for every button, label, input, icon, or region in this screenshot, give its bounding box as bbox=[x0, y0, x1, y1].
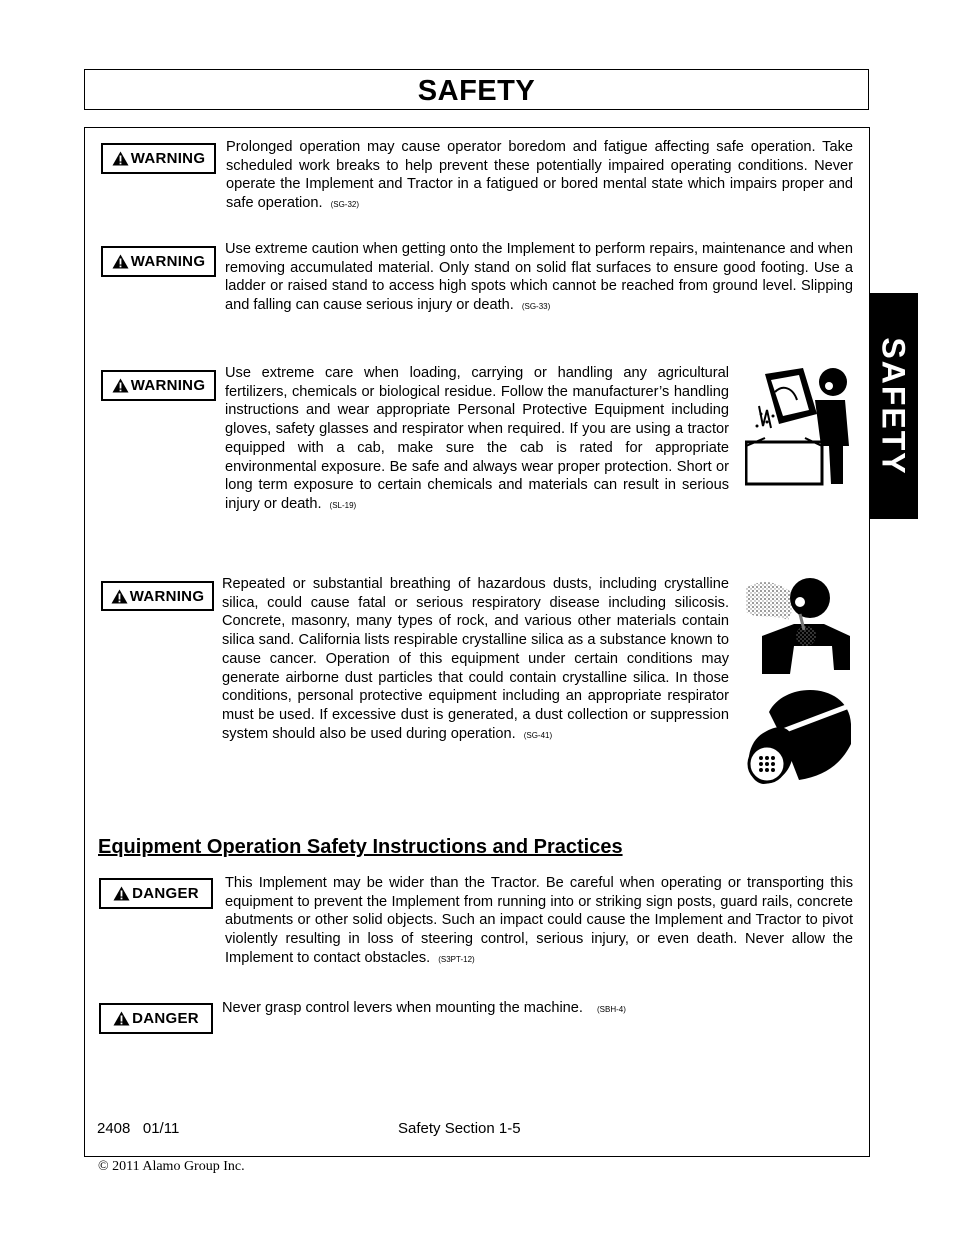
warning-code: (SG-33) bbox=[521, 302, 551, 312]
document-number: 2408 01/11 bbox=[97, 1120, 180, 1137]
warning-code: (SL-19) bbox=[329, 500, 357, 510]
danger-label: DANGER bbox=[132, 1010, 199, 1027]
page-header bbox=[84, 69, 869, 110]
warning-code: (SG-41) bbox=[523, 730, 553, 740]
section-tab-label: SAFETY bbox=[876, 336, 913, 476]
warning-body: Repeated or substantial breathing of hazardous dusts, including crystalline silica, could cause fatal or serious respiratory disease including silicosis. Concrete, masonry, many types of rock, and various other materials contain silica sand. California lists respirable crystalline silica as a substance known to cause cancer. Operation of this equipment under certain conditions may generate airborne dust particles that could contain crystalline silica. In those conditions, personal protective equipment including an appropriate respirator must be used. If excessive dust is generated, a dust collection or suppression system should also be used during operation. bbox=[222, 576, 729, 742]
danger-badge bbox=[99, 1003, 213, 1034]
warning-body: Prolonged operation may cause operator boredom and fatigue affecting safe operation. Take scheduled work breaks to help prevent these potentially impaired operating conditions. Never operate the Implement and Tractor in a fatigued or bored mental state which impairs proper and safe operation. bbox=[226, 139, 853, 212]
danger-label: DANGER bbox=[132, 885, 199, 902]
danger-code: (SBH-4) bbox=[596, 1005, 626, 1014]
warning-badge bbox=[101, 143, 216, 174]
warning-badge bbox=[101, 370, 216, 401]
copyright: © 2011 Alamo Group Inc. bbox=[98, 1159, 245, 1174]
danger-body: This Implement may be wider than the Tractor. Be careful when operating or transporting this equipment to prevent the Implement from running into or striking sign posts, guard rails, concrete abutments or other solid objects. Such an impact could cause the Implement and Tractor to pivot violently resulting in loss of steering control, serious injury, or even death. Never allow the Implement to contact obstacles. bbox=[225, 875, 853, 966]
page-number: Safety Section 1-5 bbox=[398, 1120, 521, 1137]
section-heading: Equipment Operation Safety Instructions and Practices bbox=[98, 836, 623, 858]
warning-triangle-icon bbox=[111, 589, 128, 604]
warning-text bbox=[222, 575, 729, 745]
dust-inhalation-icon bbox=[744, 574, 852, 674]
danger-triangle-icon bbox=[113, 886, 130, 901]
section-tab bbox=[869, 293, 918, 519]
warning-code: (SG-32) bbox=[330, 200, 360, 210]
warning-label: WARNING bbox=[130, 377, 206, 394]
warning-text bbox=[225, 240, 853, 317]
danger-text bbox=[222, 999, 852, 1020]
danger-badge bbox=[99, 878, 213, 909]
warning-label: WARNING bbox=[130, 150, 206, 167]
warning-body: Use extreme caution when getting onto the Implement to perform repairs, maintenance and when removing accumulated material. Only stand on solid flat surfaces to ensure good footing. Use a ladder or raised stand to access high spots which cannot be reached from ground level. Slipping and falling can cause serious injury or death. bbox=[225, 241, 853, 314]
warning-triangle-icon bbox=[112, 254, 129, 269]
page-title: SAFETY bbox=[417, 75, 536, 107]
warning-body: Use extreme care when loading, carrying or handling any agricultural fertilizers, chemicals or biological residue. Follow the manufacturer’s handling instructions and wear appropriate Personal Protective Equipment including gloves, safety glasses and respirator when required. If you are using a tractor equipped with a cab, make sure the cab is rated for appropriate environmental exposure. Be safe and always wear proper protection. Short or long term exposure to certain chemicals and materials can result in serious injury or death. bbox=[225, 365, 729, 512]
respirator-mask-icon bbox=[745, 684, 853, 790]
warning-triangle-icon bbox=[112, 378, 129, 393]
warning-label: WARNING bbox=[129, 587, 205, 605]
warning-text bbox=[226, 138, 853, 215]
warning-badge bbox=[101, 246, 216, 277]
danger-body: Never grasp control levers when mounting the machine. bbox=[222, 1000, 583, 1016]
danger-text bbox=[225, 874, 853, 970]
warning-text bbox=[225, 364, 729, 516]
warning-badge bbox=[101, 581, 214, 611]
warning-triangle-icon bbox=[112, 151, 129, 166]
danger-triangle-icon bbox=[113, 1011, 130, 1026]
chemical-handling-icon bbox=[745, 366, 853, 486]
warning-label: WARNING bbox=[130, 253, 206, 270]
danger-code: (S3PT-12) bbox=[438, 954, 475, 964]
